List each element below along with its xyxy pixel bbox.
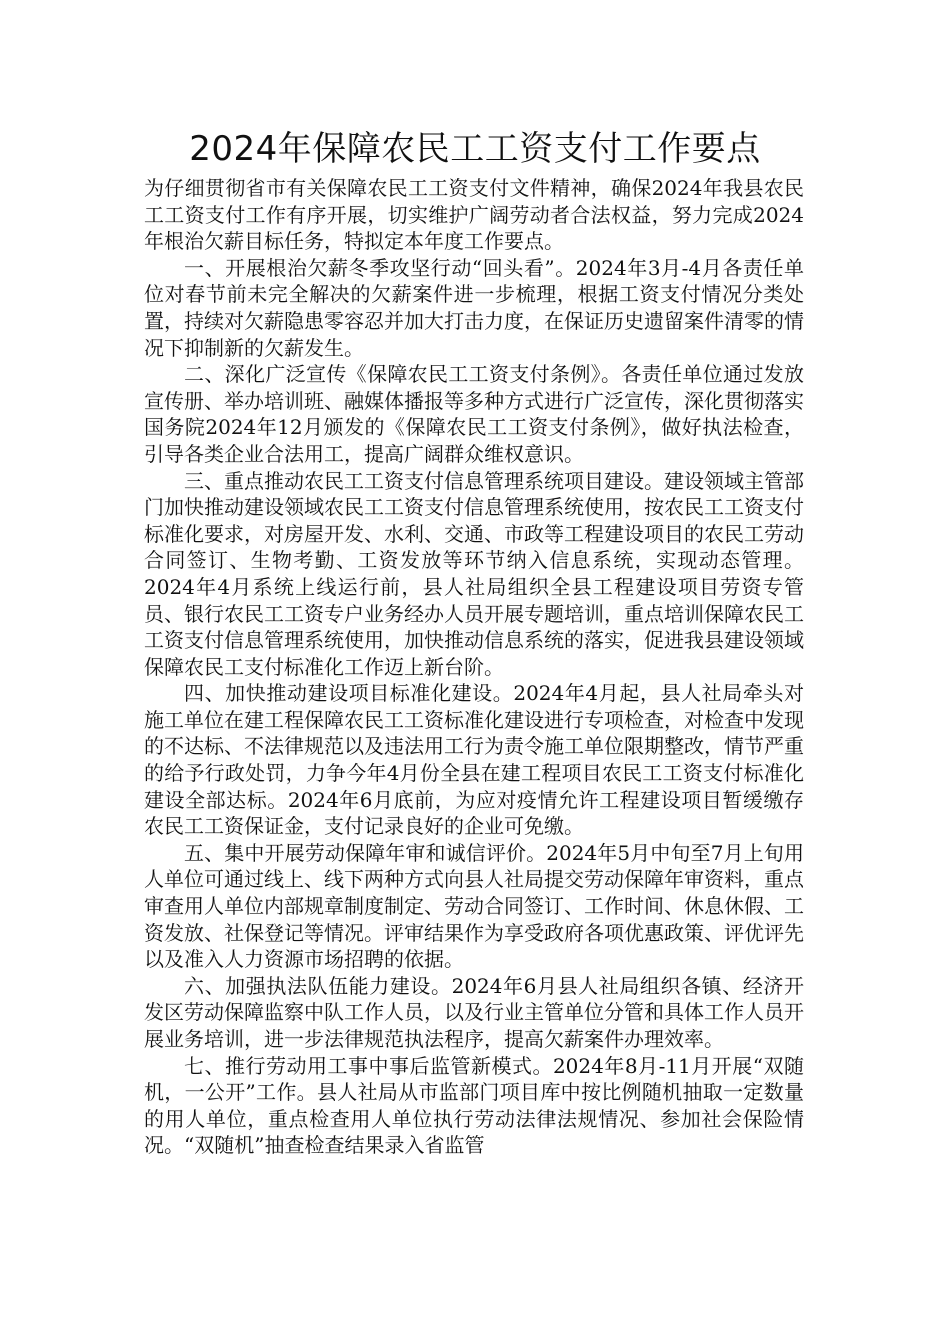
section-paragraph-5: 五、集中开展劳动保障年审和诚信评价。2024年5月中旬至7月上旬用人单位可通过线上、线下两种方式向县人社局提交劳动保障年审资料，重点审查用人单位内部规章制度制定、劳动合同签订、工作时间、休息休假、工资发放、社保登记等情况。评审结果作为享受政府各项优惠政策、评优评先以及准入人力资源市场招聘的依据。 xyxy=(144,840,804,972)
section-paragraph-1: 一、开展根治欠薪冬季攻坚行动“回头看”。2024年3月-4月各责任单位对春节前未完全解决的欠薪案件进一步梳理，根据工资支付情况分类处置，持续对欠薪隐患零容忍并加大打击力度，在保证历史遗留案件清零的情况下抑制新的欠薪发生。 xyxy=(144,255,804,360)
document-body xyxy=(144,175,804,1159)
section-paragraph-7: 七、推行劳动用工事中事后监管新模式。2024年8月-11月开展“双随机，一公开”工作。县人社局从市监部门项目库中按比例随机抽取一定数量的用人单位，重点检查用人单位执行劳动法律法规情况、参加社会保险情况。“双随机”抽查检查结果录入省监管 xyxy=(144,1053,804,1158)
document-title: 2024年保障农民工工资支付工作要点 xyxy=(189,129,761,169)
intro-paragraph: 为仔细贯彻省市有关保障农民工工资支付文件精神，确保2024年我县农民工工资支付工作有序开展，切实维护广阔劳动者合法权益，努力完成2024年根治欠薪目标任务，特拟定本年度工作要点。 xyxy=(144,176,804,254)
section-paragraph-4: 四、加快推动建设项目标准化建设。2024年4月起，县人社局牵头对施工单位在建工程保障农民工工资标准化建设进行专项检查，对检查中发现的不达标、不法律规范以及违法用工行为责令施工单位限期整改，情节严重的给予行政处罚，力争今年4月份全县在建工程项目农民工工资支付标准化建设全部达标。2024年6月底前，为应对疫情允许工程建设项目暂缓缴存农民工工资保证金，支付记录良好的企业可免缴。 xyxy=(144,681,804,839)
section-paragraph-3: 三、重点推动农民工工资支付信息管理系统项目建设。建设领域主管部门加快推动建设领域农民工工资支付信息管理系统使用，按农民工工资支付标准化要求，对房屋开发、水利、交通、市政等工程建设项目的农民工劳动合同签订、生物考勤、工资发放等环节纳入信息系统，实现动态管理。2024年4月系统上线运行前，县人社局组织全县工程建设项目劳资专管员、银行农民工工资专户业务经办人员开展专题培训，重点培训保障农民工工资支付信息管理系统使用，加快推动信息系统的落实，促进我县建设领域保障农民工支付标准化工作迈上新台阶。 xyxy=(144,468,804,679)
section-paragraph-2: 二、深化广泛宣传《保障农民工工资支付条例》。各责任单位通过发放宣传册、举办培训班、融媒体播报等多种方式进行广泛宣传，深化贯彻落实国务院2024年12月颁发的《保障农民工工资支付条例》，做好执法检查，引导各类企业合法用工，提高广阔群众维权意识。 xyxy=(144,362,804,466)
section-paragraph-6: 六、加强执法队伍能力建设。2024年6月县人社局组织各镇、经济开发区劳动保障监察中队工作人员，以及行业主管单位分管和具体工作人员开展业务培训，进一步法律规范执法程序，提高欠薪案件办理效率。 xyxy=(144,973,804,1051)
